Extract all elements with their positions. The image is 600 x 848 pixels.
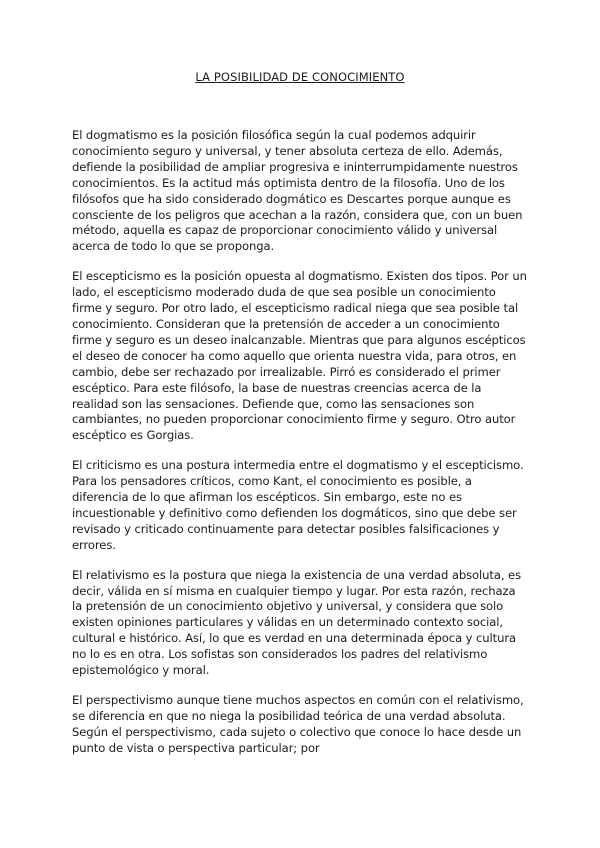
paragraph-criticismo: El criticismo es una postura intermedia entre el dogmatismo y el escepticismo. Para los pensadores críticos, como Kant, el conocimiento es posible, a diferencia de lo que afirman los escépticos. Sin embargo, este no es incuestionable y definitivo como defienden los dogmáticos, sino que debe ser revisado y criticado continuamente para detectar posibles falsificaciones y errores. (72, 458, 524, 552)
paragraph-perspectivismo: El perspectivismo aunque tiene muchos aspectos en común con el relativismo, se diferencia en que no niega la posibilidad teórica de una verdad absoluta. Según el perspectivismo, cada sujeto o colectivo que conoce lo hace desde un punto de vista o perspectiva particular; por (72, 693, 524, 755)
paragraph-relativismo: El relativismo es la postura que niega la existencia de una verdad absoluta, es decir, válida en sí misma en cualquier tiempo y lugar. Por esta razón, rechaza la pretensión de un conocimiento objetivo y universal, y considera que solo existen opiniones particulares y válidas en un determinado contexto social, cultural e histórico. Así, lo que es verdad en una determinada época y cultura no lo es en otra. Los sofistas son considerados los padres del relativismo epistemológico y moral. (72, 567, 522, 678)
document-title: LA POSIBILIDAD DE CONOCIMIENTO (195, 70, 405, 84)
paragraph-dogmatismo: El dogmatismo es la posición filosófica según la cual podemos adquirir conocimiento seguro y universal, y tener absoluta certeza de ello. Además, defiende la posibilidad de ampliar progresiva e ininterrumpidamente nuestros conocimientos. Es la actitud más optimista dentro de la filosofía. Uno de los filósofos que ha sido considerado dogmático es Descartes porque aunque es consciente de los peligros que acechan a la razón, considera que, con un buen método, aquella es capaz de proporcionar conocimiento válido y universal acerca de todo lo que se proponga. (72, 128, 523, 254)
paragraph-escepticismo: El escepticismo es la posición opuesta al dogmatismo. Existen dos tipos. Por un lado, el escepticismo moderado duda de que sea posible un conocimiento firme y seguro. Por otro lado, el escepticismo radical niega que sea posible tal conocimiento. Consideran que la pretensión de acceder a un conocimiento firme y seguro es un deseo inalcanzable. Mientras que para algunos escépticos el deseo de conocer ha como aquello que orienta nuestra vida, para otros, en cambio, debe ser rechazado por irrealizable. Pirró es considerado el primer escéptico. Para este filósofo, la base de nuestras creencias acerca de la realidad son las sensaciones. Defiende que, como las sensaciones son cambiantes, no pueden proporcionar conocimiento firme y seguro. Otro autor escéptico es Gorgias. (72, 269, 527, 443)
